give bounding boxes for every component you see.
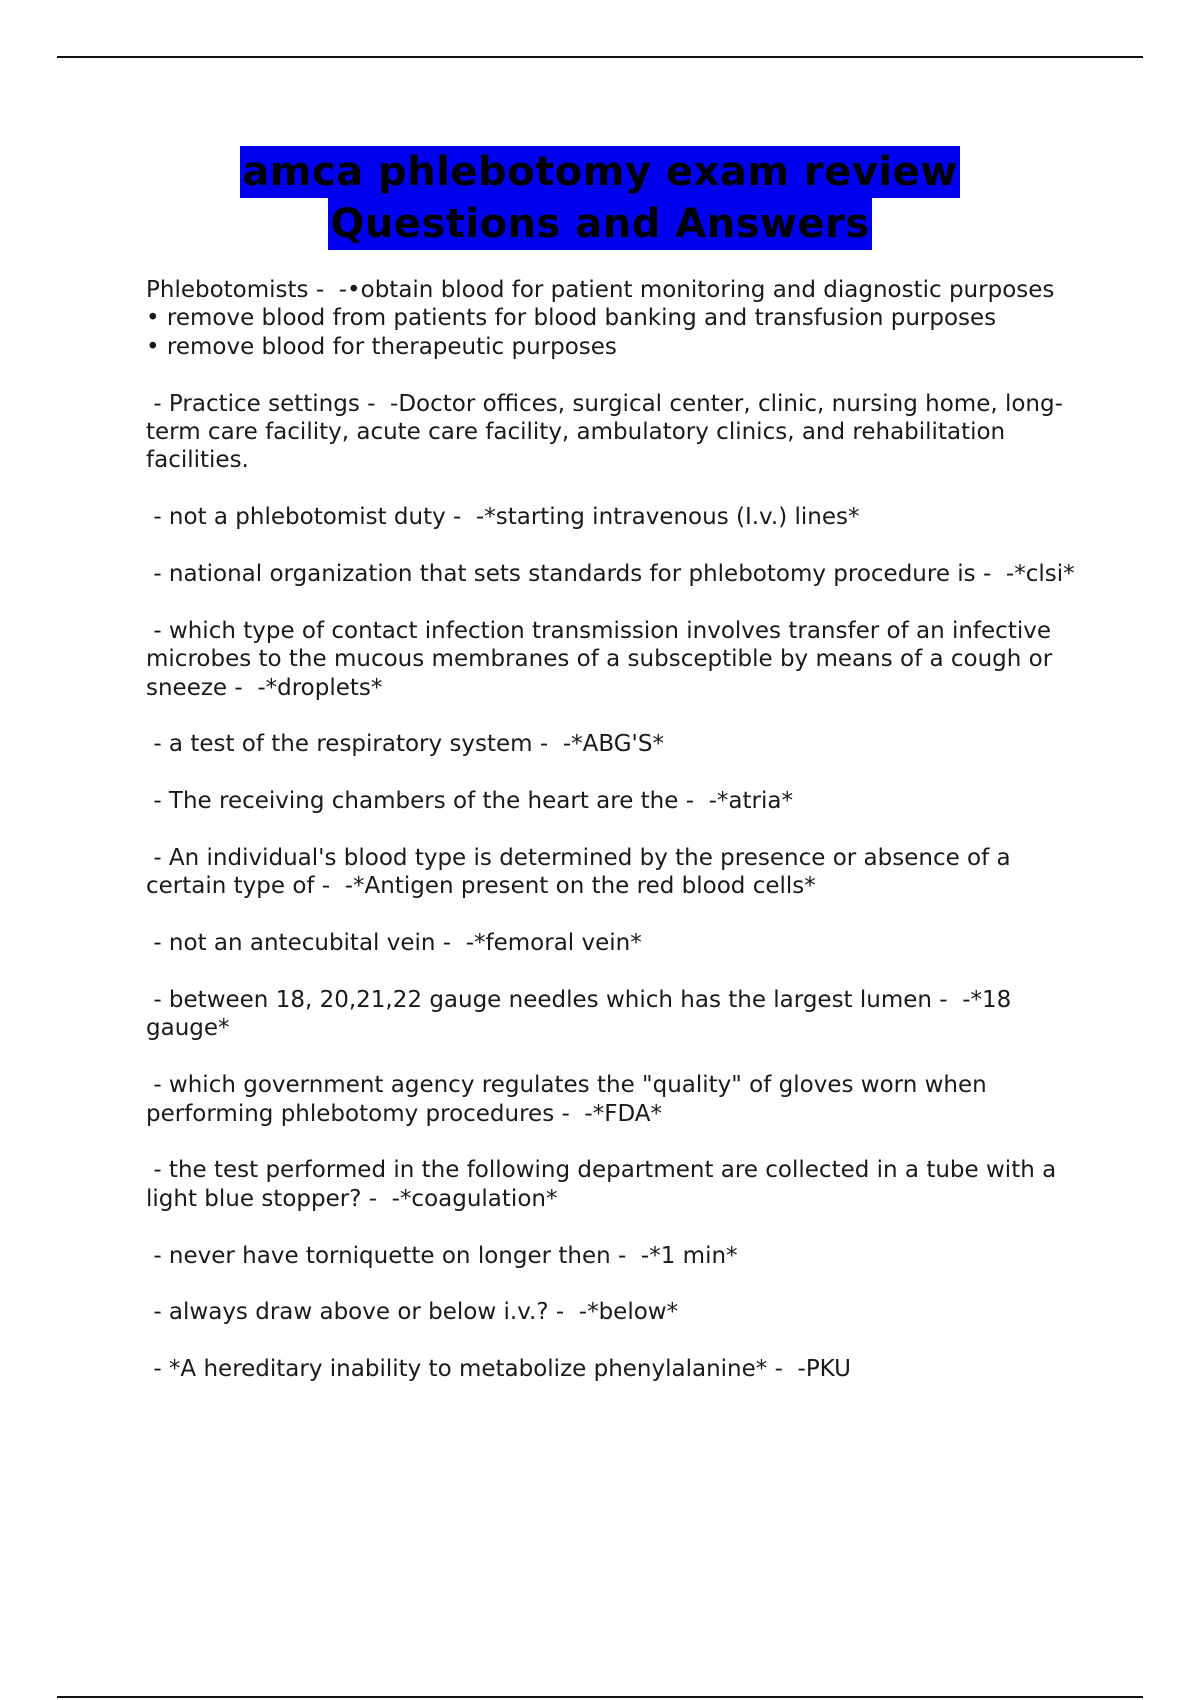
qa-entry-text: • remove blood for therapeutic purposes xyxy=(146,333,617,360)
qa-entry xyxy=(146,1242,1091,1270)
document-title xyxy=(0,146,1200,250)
qa-entry xyxy=(146,1298,1091,1326)
qa-list xyxy=(146,276,1091,1412)
qa-entry xyxy=(146,986,1091,1043)
qa-entry-text: - always draw above or below i.v.? - -*below* xyxy=(146,1299,679,1326)
top-rule xyxy=(57,56,1143,58)
qa-entry xyxy=(146,730,1091,758)
qa-entry-text: - never have torniquette on longer then - -*1 min* xyxy=(146,1242,738,1269)
qa-entry-text: - between 18, 20,21,22 gauge needles which has the largest lumen - -*18 gauge* xyxy=(146,987,1019,1042)
bottom-rule xyxy=(57,1696,1143,1698)
qa-entry xyxy=(146,844,1091,901)
qa-entry xyxy=(146,503,1091,531)
qa-entry xyxy=(146,276,1091,361)
qa-entry-text: - national organization that sets standards for phlebotomy procedure is - -*clsi* xyxy=(146,561,1075,588)
qa-entry-text: - not a phlebotomist duty - -*starting intravenous (I.v.) lines* xyxy=(146,504,860,531)
qa-entry xyxy=(146,1355,1091,1383)
qa-entry xyxy=(146,390,1091,475)
qa-entry-text: - a test of the respiratory system - -*ABG'S* xyxy=(146,731,664,758)
qa-entry-text: - *A hereditary inability to metabolize phenylalanine* - -PKU xyxy=(146,1356,851,1383)
title-line-2: Questions and Answers xyxy=(328,198,871,250)
qa-entry-text: - An individual's blood type is determined by the presence or absence of a certain type of - -*Antigen present on the red blood cells* xyxy=(146,845,1018,900)
qa-entry xyxy=(146,1156,1091,1213)
qa-entry-text: • remove blood from patients for blood banking and transfusion purposes xyxy=(146,305,997,332)
qa-entry-text: - Practice settings - -Doctor offices, surgical center, clinic, nursing home, long-term care facility, acute care facility, ambulatory clinics, and rehabilitation facilities. xyxy=(146,390,1063,474)
qa-entry xyxy=(146,1071,1091,1128)
qa-entry-text: - not an antecubital vein - -*femoral vein* xyxy=(146,930,642,957)
qa-entry-text: - which type of contact infection transmission involves transfer of an infective microbes to the mucous membranes of a subsceptible by means of a cough or sneeze - -*droplets* xyxy=(146,617,1060,701)
qa-entry-text: Phlebotomists - -•obtain blood for patient monitoring and diagnostic purposes xyxy=(146,277,1055,303)
qa-entry-text: - the test performed in the following department are collected in a tube with a light blue stopper? - -*coagulation* xyxy=(146,1157,1064,1212)
qa-entry xyxy=(146,560,1091,588)
qa-entry xyxy=(146,929,1091,957)
qa-entry xyxy=(146,617,1091,702)
qa-entry xyxy=(146,787,1091,815)
qa-entry-text: - The receiving chambers of the heart are the - -*atria* xyxy=(146,788,793,815)
qa-entry-text: - which government agency regulates the "quality" of gloves worn when performing phlebotomy procedures - -*FDA* xyxy=(146,1072,995,1127)
title-line-1: amca phlebotomy exam review xyxy=(240,146,959,198)
